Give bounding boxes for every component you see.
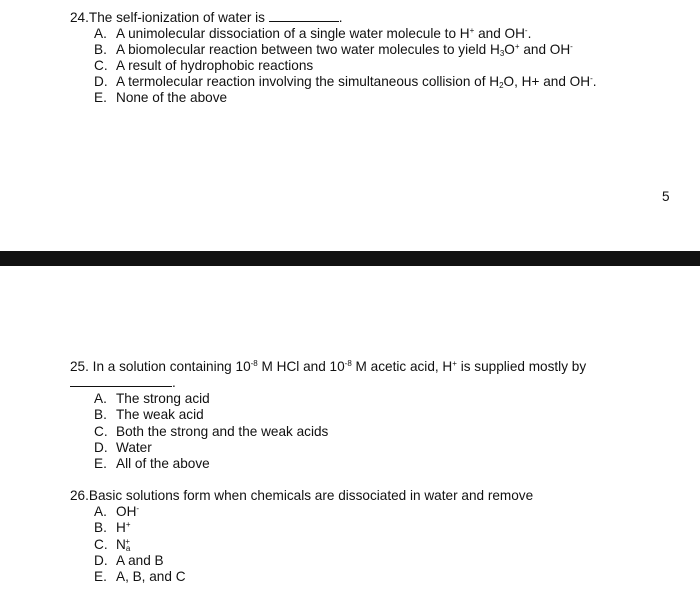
q24-option-d: D. A termolecular reaction involving the simultaneous collision of $H_2O$, H+ and OH-. bbox=[94, 74, 597, 90]
question-24-stem: 24.The self-ionization of water is . bbox=[70, 10, 343, 25]
q26-option-d: D. A and B bbox=[94, 553, 164, 568]
question-26-stem: 26.Basic solutions form when chemicals are dissociated in water and remove bbox=[70, 488, 534, 503]
answer-blank bbox=[70, 375, 172, 387]
question-25-stem: 25. In a solution containing $10^{-8}$ M HCl and $10^{-8}$ M acetic acid, H+ is supplied mostly by bbox=[70, 359, 587, 374]
q26-option-c: C. $N_a^+$ bbox=[94, 537, 131, 553]
q25-option-c: C. Both the strong and the weak acids bbox=[94, 424, 329, 439]
q24-option-c: C. A result of hydrophobic reactions bbox=[94, 58, 314, 73]
page-divider bbox=[0, 251, 700, 266]
question-25-blank-line: . bbox=[70, 375, 176, 391]
answer-blank bbox=[269, 10, 339, 22]
q24-option-e: E. None of the above bbox=[94, 90, 228, 105]
page-number: 5 bbox=[662, 189, 670, 204]
q26-option-a: A. OH- bbox=[94, 504, 140, 519]
q25-option-d: D. Water bbox=[94, 440, 152, 455]
q26-option-b: B. H+ bbox=[94, 520, 131, 535]
q24-option-b: B. A biomolecular reaction between two water molecules to yield $H_3O^+$ and OH- bbox=[94, 42, 573, 58]
q25-option-b: B. The weak acid bbox=[94, 407, 204, 422]
q26-option-e: E. A, B, and C bbox=[94, 569, 186, 584]
q25-option-e: E. All of the above bbox=[94, 456, 210, 471]
q25-option-a: A. The strong acid bbox=[94, 391, 210, 406]
q24-option-a: A. A unimolecular dissociation of a single water molecule to H+ and OH-. bbox=[94, 26, 532, 41]
